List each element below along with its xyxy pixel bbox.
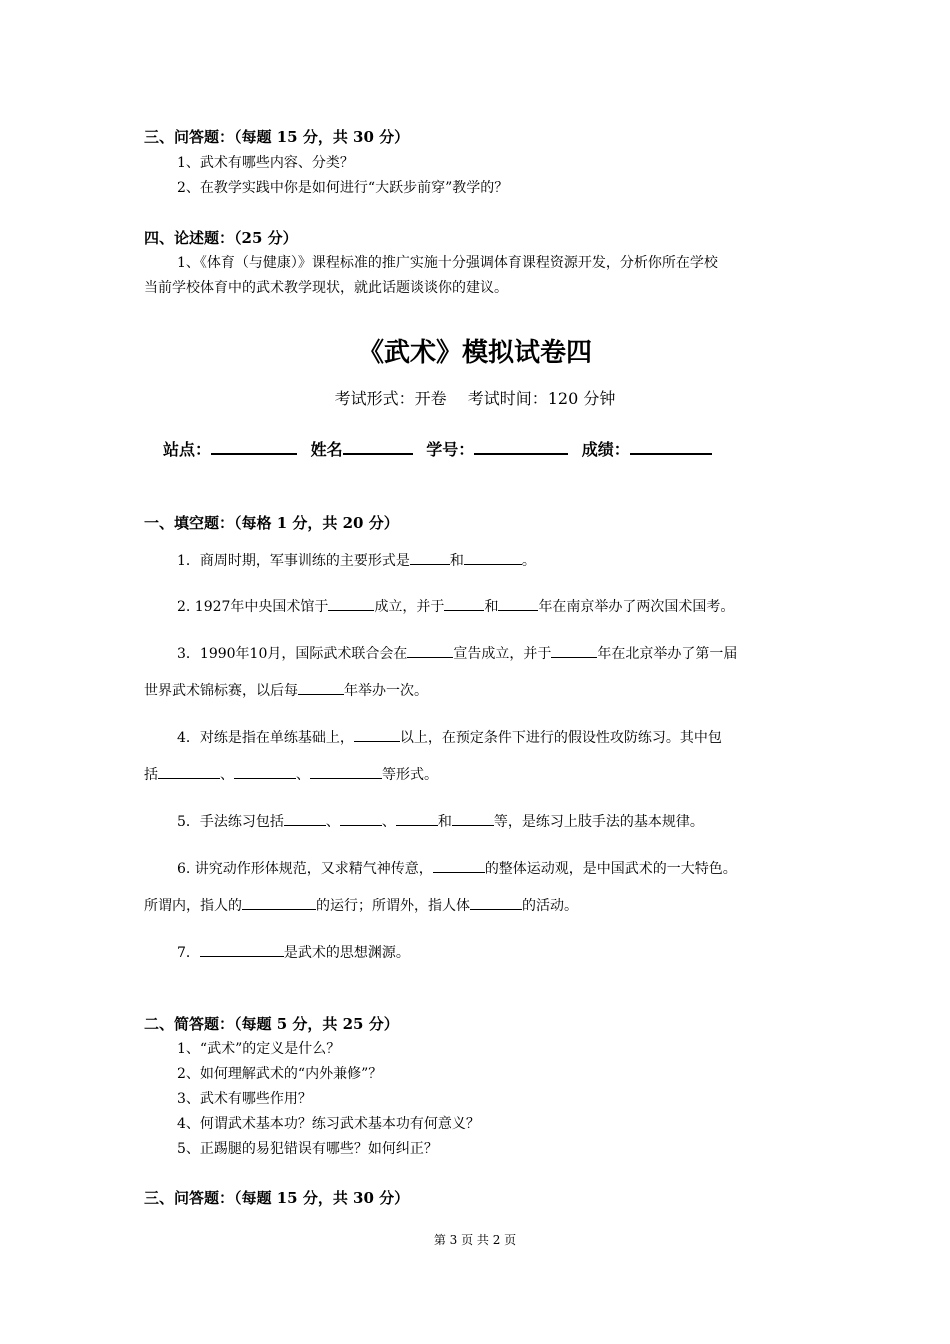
exam-title: 《武术》模拟试卷四 (357, 338, 592, 368)
question-text: 5、正踢腿的易犯错误有哪些？如何纠正？ (177, 1141, 438, 1157)
answer-blank[interactable] (410, 550, 450, 565)
answer-blank[interactable] (354, 727, 400, 742)
answer-blank[interactable] (433, 858, 485, 873)
student-id-blank[interactable] (474, 437, 568, 455)
exam-info: 考试形式：开卷 考试时间：120 分钟 (334, 389, 616, 408)
fill-question-6-cont: 所谓内，指人的 的运行；所谓外，指人体 的活动。 (144, 895, 578, 915)
question-text: 1、《体育（与健康）》课程标准的推广实施十分强调体育课程资源开发，分析你所在学校 (177, 255, 718, 271)
answer-blank[interactable] (444, 596, 484, 611)
answer-blank[interactable] (470, 895, 522, 910)
fill-question-4-cont: 括 、 、 等形式。 (144, 764, 438, 784)
answer-blank[interactable] (498, 596, 538, 611)
answer-blank[interactable] (298, 680, 344, 695)
question-text: 2、在教学实践中你是如何进行“大跃步前穿”教学的？ (177, 180, 509, 196)
fill-question-5: 5．手法练习包括 、 、 和 等，是练习上肢手法的基本规律。 (177, 811, 704, 831)
section-heading-short: 二、简答题：（每题 5 分，共 25 分） (144, 1015, 399, 1033)
fill-question-1: 1．商周时期，军事训练的主要形式是 和 。 (177, 550, 536, 570)
answer-blank[interactable] (407, 643, 453, 658)
score-label: 成绩： (581, 440, 630, 459)
answer-blank[interactable] (396, 811, 438, 826)
fill-question-3: 3．1990年10月，国际武术联合会在 宣告成立，并于 年在北京举办了第一届 (177, 643, 737, 663)
page-footer: 第 3 页 共 2 页 (433, 1233, 517, 1247)
fill-question-6: 6. 讲究动作形体规范，又求精气神传意， 的整体运动观，是中国武术的一大特色。 (177, 858, 737, 878)
station-label: 站点： (163, 440, 212, 459)
question-text: 当前学校体育中的武术教学现状，就此话题谈谈你的建议。 (144, 280, 508, 296)
answer-blank[interactable] (340, 811, 382, 826)
section-heading-qa-2: 三、问答题：（每题 15 分，共 30 分） (144, 1189, 410, 1207)
fill-question-3-cont: 世界武术锦标赛，以后每 年举办一次。 (144, 680, 428, 700)
name-blank[interactable] (343, 437, 413, 455)
question-text: 2、如何理解武术的“内外兼修”？ (177, 1066, 383, 1082)
score-blank[interactable] (630, 437, 712, 455)
answer-blank[interactable] (234, 764, 296, 779)
answer-blank[interactable] (464, 550, 522, 565)
answer-blank[interactable] (284, 811, 326, 826)
answer-blank[interactable] (200, 942, 284, 957)
fill-question-7: 7． 是武术的思想渊源。 (177, 942, 410, 962)
name-label: 姓名 (310, 440, 343, 459)
question-text: 3、武术有哪些作用？ (177, 1091, 312, 1107)
answer-blank[interactable] (242, 895, 316, 910)
answer-blank[interactable] (452, 811, 494, 826)
answer-blank[interactable] (158, 764, 220, 779)
fill-question-2: 2. 1927年中央国术馆于 成立，并于 和 年在南京举办了两次国术国考。 (177, 596, 734, 616)
question-text: 1、“武术”的定义是什么？ (177, 1041, 341, 1057)
section-heading-qa: 三、问答题：（每题 15 分，共 30 分） (144, 128, 410, 146)
question-text: 4、何谓武术基本功？练习武术基本功有何意义？ (177, 1116, 480, 1132)
answer-blank[interactable] (310, 764, 382, 779)
student-id-label: 学号： (426, 440, 475, 459)
station-blank[interactable] (211, 437, 297, 455)
question-text: 1、武术有哪些内容、分类？ (177, 155, 354, 171)
fill-question-4: 4．对练是指在单练基础上， 以上，在预定条件下进行的假设性攻防练习。其中包 (177, 727, 722, 747)
section-heading-fill: 一、填空题：（每格 1 分，共 20 分） (144, 514, 399, 532)
answer-blank[interactable] (551, 643, 597, 658)
answer-blank[interactable] (328, 596, 374, 611)
student-info-line (163, 437, 712, 460)
section-heading-essay: 四、论述题：（25 分） (144, 229, 298, 247)
